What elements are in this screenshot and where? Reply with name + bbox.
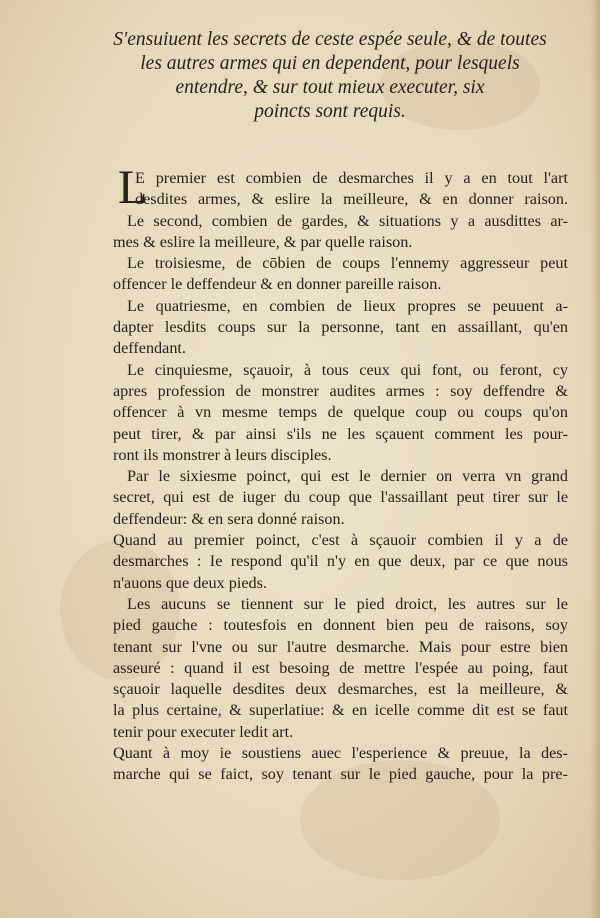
text-line: ront ils monstrer à leurs disciples. (113, 445, 332, 464)
text-line: Quand au premier poinct, c'est à sçauoir combien il y a de (113, 531, 568, 550)
text-line: deffendeur: & en sera donné raison. (113, 509, 345, 528)
text-line: peut tirer, & par ainsi s'ils ne les sçauent comment les pour- (113, 424, 568, 443)
text-line: offencer à vn mesme temps de quelque coup ou coups qu'on (113, 403, 568, 422)
text-line: Le troisiesme, de cōbien de coups l'ennemy aggresseur peut (127, 254, 568, 273)
text-line: pied gauche : toutesfois en donnent bien peu de raisons, soy (113, 616, 568, 635)
text-line: tenant sur l'vne ou sur l'autre desmarche. Mais pour estre bien (113, 637, 568, 656)
text-line: mes & eslire la meilleure, & par quelle raison. (113, 232, 413, 251)
text-line: secret, qui est de iuger du coup que l'assaillant peut tirer sur le (113, 488, 568, 507)
text-line: n'auons que deux pieds. (113, 573, 267, 592)
text-line: tenir pour executer ledit art. (113, 722, 294, 741)
text-line: Par le sixiesme poinct, qui est le dernier on verra vn grand (127, 467, 568, 486)
body-text (113, 161, 568, 786)
heading-line: entendre, & sur tout mieux executer, six (175, 77, 485, 98)
heading-line: poincts sont requis. (254, 101, 406, 122)
heading-line: S'ensuiuent les secrets de ceste espée seule, & de toutes (113, 29, 547, 50)
text-line: Le quatriesme, en combien de lieux propres se peuuent a- (127, 296, 568, 315)
text-line: E premier est combien de desmarches il y a en tout l'art (135, 169, 568, 187)
text-line: desmarches : Ie respond qu'il n'y en que deux, par ce que nous (113, 552, 568, 571)
text-line: deffendant. (113, 339, 186, 358)
section-heading (110, 28, 550, 124)
text-line: Le second, combien de gardes, & situations y a ausdittes ar- (127, 211, 568, 230)
text-line: apres profession de monstrer audites armes : soy deffendre & (113, 381, 568, 400)
text-line: offencer le deffendeur & en donner pareille raison. (113, 275, 442, 294)
heading-line: les autres armes qui en dependent, pour lesquels (140, 53, 520, 74)
text-line: desdites armes, & eslire la meilleure, & en donner raison. (135, 190, 568, 209)
text-line: Quant à moy ie soustiens auec l'esperience & preuue, la des- (113, 744, 568, 763)
text-line: asseuré : quand il est besoing de mettre l'espée au poing, faut (113, 658, 568, 677)
text-line: Les aucuns se tiennent sur le pied droict, les autres sur le (127, 594, 568, 613)
drop-cap: L (118, 161, 148, 214)
text-line: sçauoir laquelle desdites deux desmarches, est la meilleure, & (113, 680, 568, 699)
text-line: Le cinquiesme, sçauoir, à tous ceux qui font, ou feront, cy (127, 360, 568, 379)
page-edge-shadow (590, 0, 600, 918)
text-line: la plus certaine, & superlatiue: & en icelle comme dit est se faut (113, 701, 568, 720)
text-line: dapter lesdits coups sur la personne, tant en assaillant, qu'en (113, 318, 568, 337)
text-line: marche qui se faict, soy tenant sur le pied gauche, pour la pre- (113, 765, 568, 784)
